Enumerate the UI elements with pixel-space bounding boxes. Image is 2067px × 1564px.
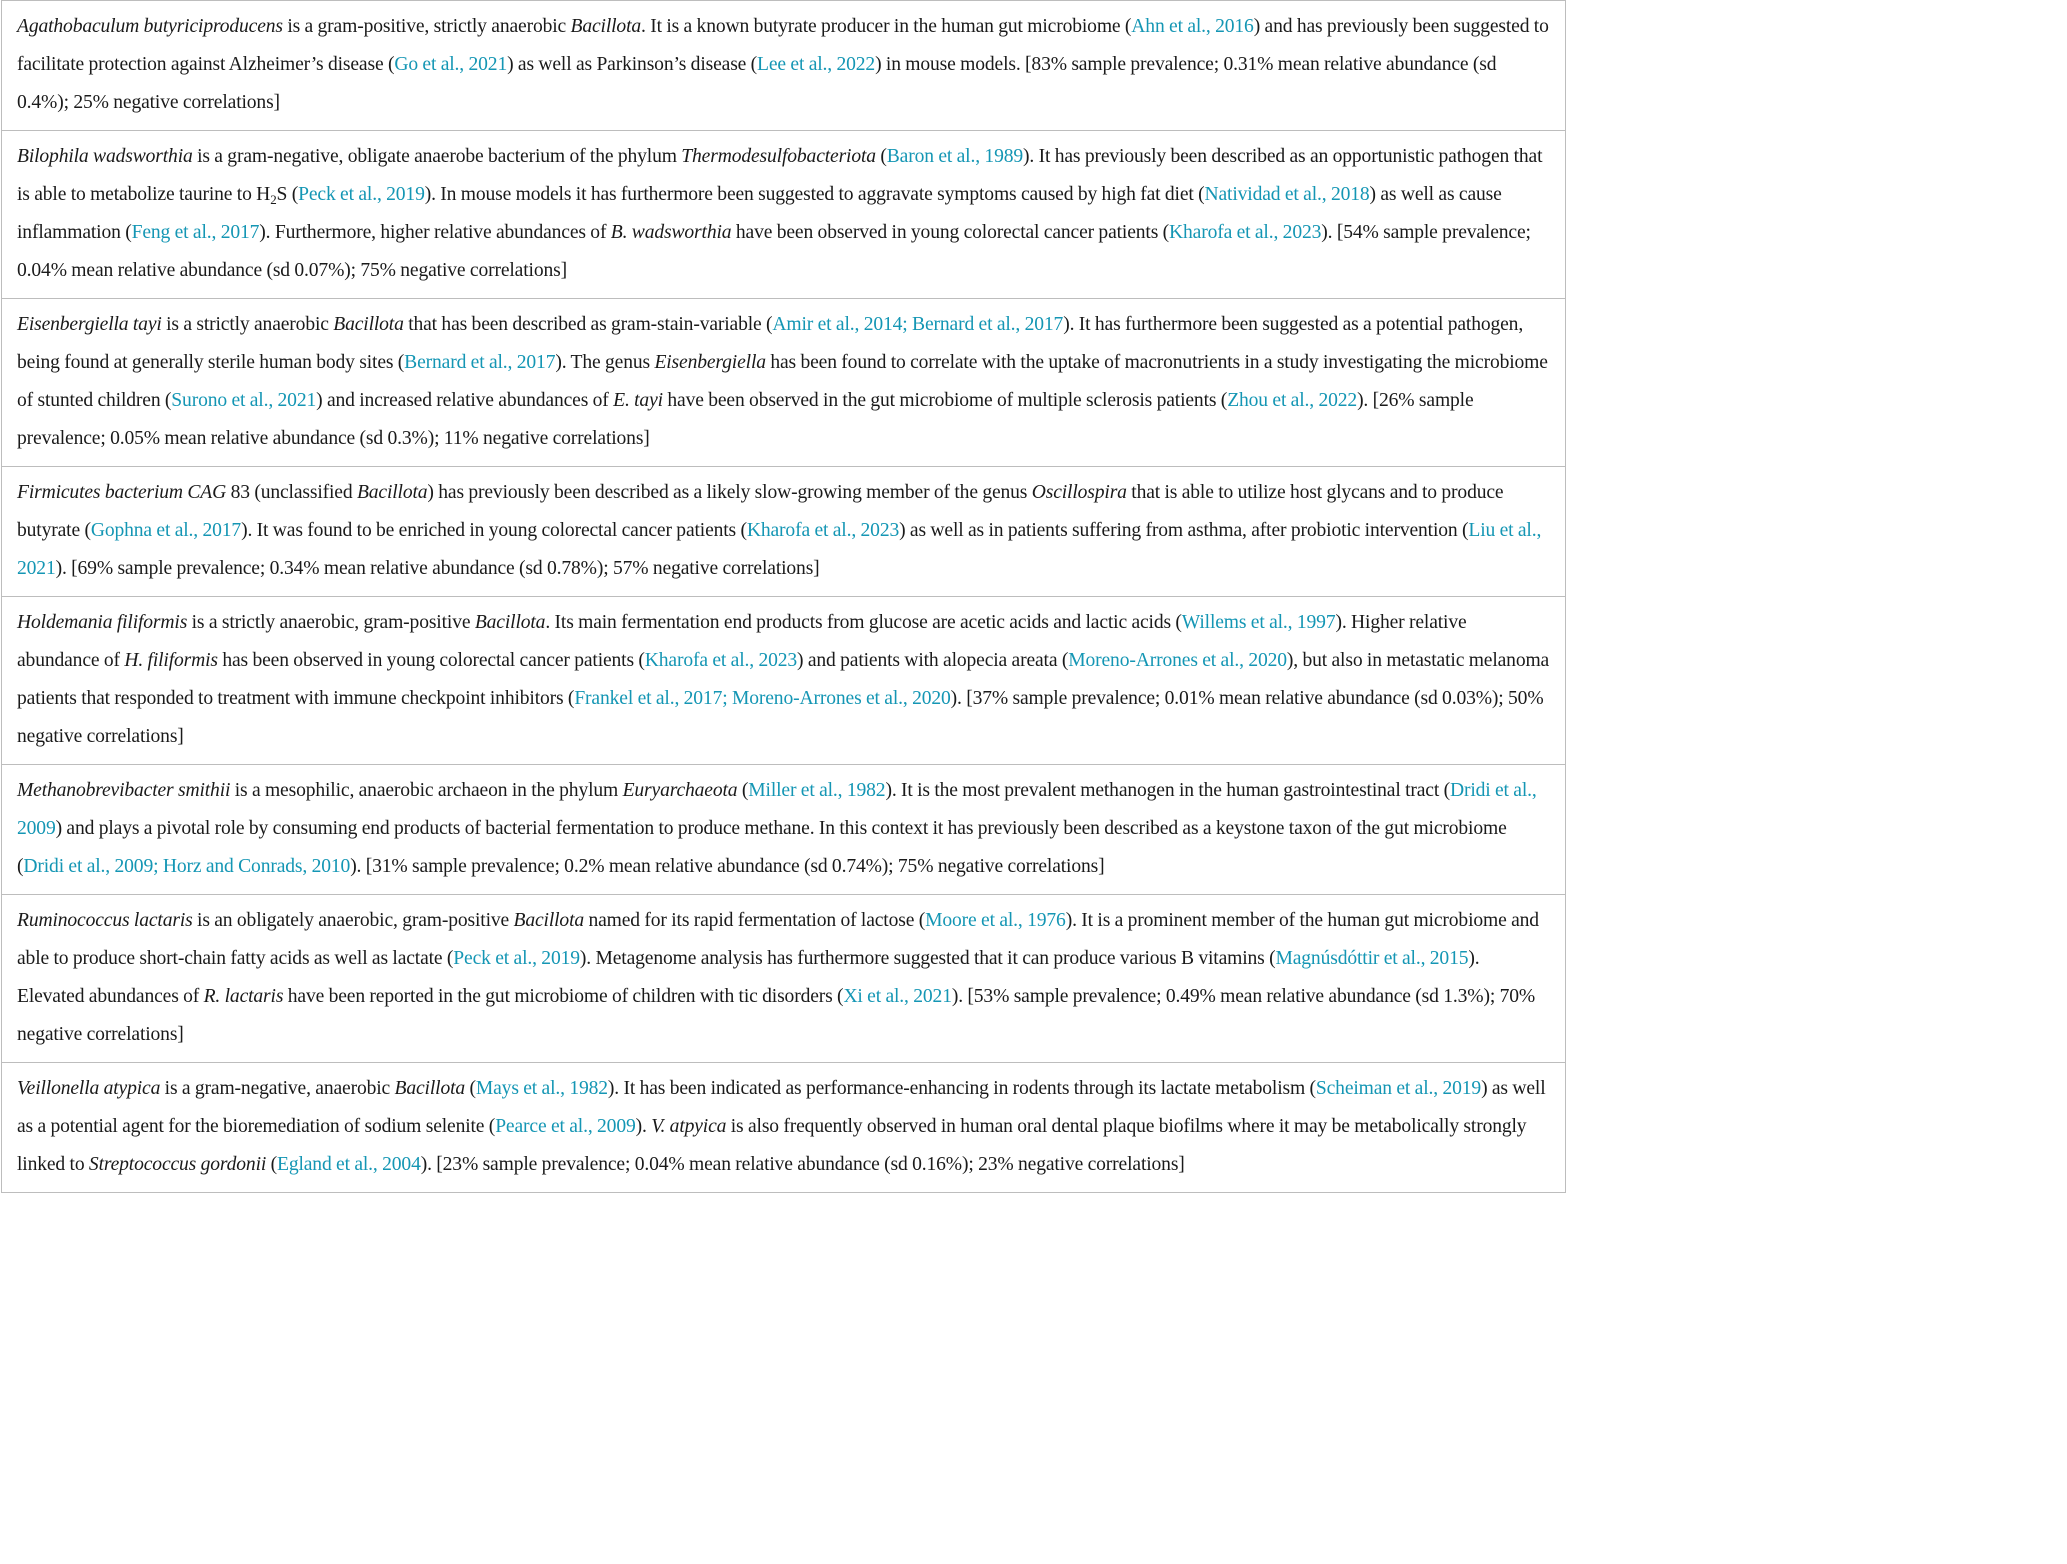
citation-link[interactable]: Frankel et al., 2017; Moreno-Arrones et al., 2020 bbox=[574, 688, 951, 709]
body-text: ). It has been indicated as performance-enhancing in rodents through its lactate metabolism ( bbox=[607, 1078, 1316, 1099]
body-text: named for its rapid fermentation of lactose ( bbox=[584, 910, 926, 931]
body-text: is a mesophilic, anaerobic archaeon in the phylum bbox=[230, 780, 623, 801]
citation-link[interactable]: Natividad et al., 2018 bbox=[1204, 184, 1370, 205]
citation-link[interactable]: Moreno-Arrones et al., 2020 bbox=[1068, 650, 1287, 671]
citation-link[interactable]: Liu et al., 2021 bbox=[17, 520, 1542, 579]
taxon-name: R. lactaris bbox=[203, 986, 284, 1007]
body-text: ) as well as Parkinson’s disease ( bbox=[507, 54, 758, 75]
body-text: ). It has previously been described as an opportunistic pathogen that is able to metabolize taurine to H bbox=[17, 146, 1543, 205]
citation-link[interactable]: Moore et al., 1976 bbox=[925, 910, 1066, 931]
body-text: ) as well as in patients suffering from asthma, after probiotic intervention ( bbox=[899, 520, 1469, 541]
table-row-firmicutes-cag83 bbox=[2, 466, 1565, 596]
body-text: ). Metagenome analysis has furthermore suggested that it can produce various B vitamins ( bbox=[579, 948, 1276, 969]
body-text: ), but also in metastatic melanoma patients that responded to treatment with immune checkpoint inhibitors ( bbox=[17, 650, 1550, 709]
citation-link[interactable]: Dridi et al., 2009; Horz and Conrads, 2010 bbox=[23, 856, 351, 877]
citation-link[interactable]: Scheiman et al., 2019 bbox=[1315, 1078, 1482, 1099]
taxon-name: Holdemania filiformis bbox=[17, 612, 188, 633]
body-text: ). [23% sample prevalence; 0.04% mean relative abundance (sd 0.16%); 23% negative correlations] bbox=[420, 1154, 1185, 1175]
body-text: ). [26% sample prevalence; 0.05% mean relative abundance (sd 0.3%); 11% negative correlations] bbox=[17, 390, 1474, 449]
table-row-eisenbergiella bbox=[2, 298, 1565, 466]
citation-link[interactable]: Baron et al., 1989 bbox=[886, 146, 1024, 167]
body-text: ) and has previously been suggested to facilitate protection against Alzheimer’s disease ( bbox=[17, 16, 1549, 75]
citation-link[interactable]: Peck et al., 2019 bbox=[298, 184, 425, 205]
body-text: ) as well as cause inflammation ( bbox=[17, 184, 1502, 243]
body-text: ). [53% sample prevalence; 0.49% mean relative abundance (sd 1.3%); 70% negative correlations] bbox=[17, 986, 1536, 1045]
body-text: ). [31% sample prevalence; 0.2% mean relative abundance (sd 0.74%); 75% negative correlations] bbox=[350, 856, 1105, 877]
body-text: ) and increased relative abundances of bbox=[316, 390, 614, 411]
body-text: have been reported in the gut microbiome of children with tic disorders ( bbox=[283, 986, 844, 1007]
citation-link[interactable]: Kharofa et al., 2023 bbox=[644, 650, 798, 671]
species-description-table bbox=[1, 0, 1566, 1193]
citation-link[interactable]: Bernard et al., 2017 bbox=[404, 352, 556, 373]
citation-link[interactable]: Magnúsdóttir et al., 2015 bbox=[1275, 948, 1469, 969]
taxon-name: B. wadsworthia bbox=[610, 222, 732, 243]
taxon-name: Veillonella atypica bbox=[17, 1078, 161, 1099]
citation-link[interactable]: Zhou et al., 2022 bbox=[1227, 390, 1358, 411]
body-text: is a gram-positive, strictly anaerobic bbox=[282, 16, 571, 37]
citation-link[interactable]: Amir et al., 2014; Bernard et al., 2017 bbox=[772, 314, 1064, 335]
body-text: that has been described as gram-stain-variable ( bbox=[403, 314, 773, 335]
table-row-methanobrevibacter bbox=[2, 764, 1565, 894]
citation-link[interactable]: Gophna et al., 2017 bbox=[90, 520, 242, 541]
body-text: ) in mouse models. [83% sample prevalence; 0.31% mean relative abundance (sd 0.4%); 25% negative correlations] bbox=[17, 54, 1497, 113]
citation-link[interactable]: Kharofa et al., 2023 bbox=[746, 520, 900, 541]
body-text: ). It is a prominent member of the human gut microbiome and able to produce short-chain fatty acids as well as lactate ( bbox=[17, 910, 1539, 969]
body-text: ( bbox=[465, 1078, 476, 1099]
taxon-name: Agathobaculum butyriciproducens bbox=[17, 16, 283, 37]
taxon-name: Eisenbergiella tayi bbox=[17, 314, 162, 335]
body-text: have been observed in young colorectal cancer patients ( bbox=[731, 222, 1170, 243]
taxon-name: Thermodesulfobacteriota bbox=[681, 146, 876, 167]
taxon-name: Ruminococcus lactaris bbox=[17, 910, 193, 931]
table-row-veillonella bbox=[2, 1062, 1565, 1192]
taxon-name: Bilophila wadsworthia bbox=[17, 146, 193, 167]
table-row-ruminococcus bbox=[2, 894, 1565, 1062]
body-text: 83 (unclassified bbox=[226, 482, 357, 503]
subscript: 2 bbox=[270, 192, 277, 207]
taxon-name: Bacillota bbox=[333, 314, 404, 335]
citation-link[interactable]: Dridi et al., 2009 bbox=[17, 780, 1537, 839]
body-text: ) as well as a potential agent for the bioremediation of sodium selenite ( bbox=[17, 1078, 1546, 1137]
taxon-name: Euryarchaeota bbox=[622, 780, 738, 801]
citation-link[interactable]: Peck et al., 2019 bbox=[453, 948, 580, 969]
citation-link[interactable]: Go et al., 2021 bbox=[394, 54, 508, 75]
citation-link[interactable]: Miller et al., 1982 bbox=[748, 780, 886, 801]
citation-link[interactable]: Xi et al., 2021 bbox=[843, 986, 952, 1007]
body-text: ). It was found to be enriched in young colorectal cancer patients ( bbox=[241, 520, 747, 541]
body-text: ). [37% sample prevalence; 0.01% mean relative abundance (sd 0.03%); 50% negative correlations] bbox=[17, 688, 1544, 747]
citation-link[interactable]: Kharofa et al., 2023 bbox=[1169, 222, 1322, 243]
citation-link[interactable]: Willems et al., 1997 bbox=[1181, 612, 1336, 633]
body-text: . Its main fermentation end products from glucose are acetic acids and lactic acids ( bbox=[545, 612, 1182, 633]
taxon-name: Firmicutes bacterium CAG bbox=[17, 482, 227, 503]
taxon-name: E. tayi bbox=[613, 390, 663, 411]
body-text: ). [69% sample prevalence; 0.34% mean relative abundance (sd 0.78%); 57% negative correlations] bbox=[55, 558, 820, 579]
body-text: is an obligately anaerobic, gram-positive bbox=[192, 910, 514, 931]
body-text: that is able to utilize host glycans and to produce butyrate ( bbox=[17, 482, 1504, 541]
body-text: ). Furthermore, higher relative abundances of bbox=[259, 222, 611, 243]
body-text: ). It has furthermore been suggested as a potential pathogen, being found at generally sterile human body sites ( bbox=[17, 314, 1524, 373]
body-text: ) and patients with alopecia areata ( bbox=[797, 650, 1069, 671]
taxon-name: Bacillota bbox=[570, 16, 642, 37]
table-row-bilophila bbox=[2, 130, 1565, 298]
taxon-name: Eisenbergiella bbox=[654, 352, 766, 373]
body-text: S ( bbox=[276, 184, 299, 205]
body-text: ). bbox=[635, 1116, 652, 1137]
citation-link[interactable]: Ahn et al., 2016 bbox=[1131, 16, 1254, 37]
citation-link[interactable]: Egland et al., 2004 bbox=[277, 1154, 421, 1175]
body-text: ( bbox=[737, 780, 749, 801]
taxon-name: H. filiformis bbox=[124, 650, 218, 671]
citation-link[interactable]: Mays et al., 1982 bbox=[475, 1078, 608, 1099]
body-text: is a gram-negative, anaerobic bbox=[160, 1078, 395, 1099]
body-text: have been observed in the gut microbiome of multiple sclerosis patients ( bbox=[662, 390, 1228, 411]
taxon-name: Methanobrevibacter smithii bbox=[17, 780, 231, 801]
taxon-name: Oscillospira bbox=[1031, 482, 1127, 503]
taxon-name: V. atpyica bbox=[651, 1116, 727, 1137]
citation-link[interactable]: Lee et al., 2022 bbox=[757, 54, 876, 75]
taxon-name: Bacillota bbox=[356, 482, 428, 503]
body-text: has been found to correlate with the uptake of macronutrients in a study investigating the microbiome of stunted children ( bbox=[17, 352, 1548, 411]
body-text: ( bbox=[875, 146, 887, 167]
body-text: is a strictly anaerobic, gram-positive bbox=[187, 612, 475, 633]
body-text: ). It is the most prevalent methanogen in the human gastrointestinal tract ( bbox=[885, 780, 1450, 801]
body-text: ) and plays a pivotal role by consuming end products of bacterial fermentation to produce methane. In this context it has previously been described as a keystone taxon of the gut microbiome ( bbox=[17, 818, 1507, 877]
body-text: ). In mouse models it has furthermore been suggested to aggravate symptoms caused by high fat diet ( bbox=[424, 184, 1205, 205]
citation-link[interactable]: Pearce et al., 2009 bbox=[495, 1116, 636, 1137]
citation-link[interactable]: Feng et al., 2017 bbox=[131, 222, 260, 243]
body-text: has been observed in young colorectal cancer patients ( bbox=[217, 650, 645, 671]
table-row-agathobaculum bbox=[2, 1, 1565, 130]
citation-link[interactable]: Surono et al., 2021 bbox=[171, 390, 317, 411]
body-text: ). The genus bbox=[555, 352, 655, 373]
taxon-name: Bacillota bbox=[513, 910, 585, 931]
table-row-holdemania bbox=[2, 596, 1565, 764]
body-text: ). [54% sample prevalence; 0.04% mean relative abundance (sd 0.07%); 75% negative correlations] bbox=[17, 222, 1531, 281]
taxon-name: Bacillota bbox=[394, 1078, 466, 1099]
body-text: ). Elevated abundances of bbox=[17, 948, 1480, 1007]
body-text: ). Higher relative abundance of bbox=[17, 612, 1467, 671]
body-text: . It is a known butyrate producer in the human gut microbiome ( bbox=[641, 16, 1132, 37]
taxon-name: Streptococcus gordonii bbox=[88, 1154, 267, 1175]
body-text: is also frequently observed in human oral dental plaque biofilms where it may be metabolically strongly linked to bbox=[17, 1116, 1527, 1175]
taxon-name: Bacillota bbox=[474, 612, 546, 633]
body-text: is a strictly anaerobic bbox=[161, 314, 334, 335]
body-text: ) has previously been described as a likely slow-growing member of the genus bbox=[427, 482, 1032, 503]
body-text: ( bbox=[266, 1154, 277, 1175]
body-text: is a gram-negative, obligate anaerobe bacterium of the phylum bbox=[192, 146, 682, 167]
